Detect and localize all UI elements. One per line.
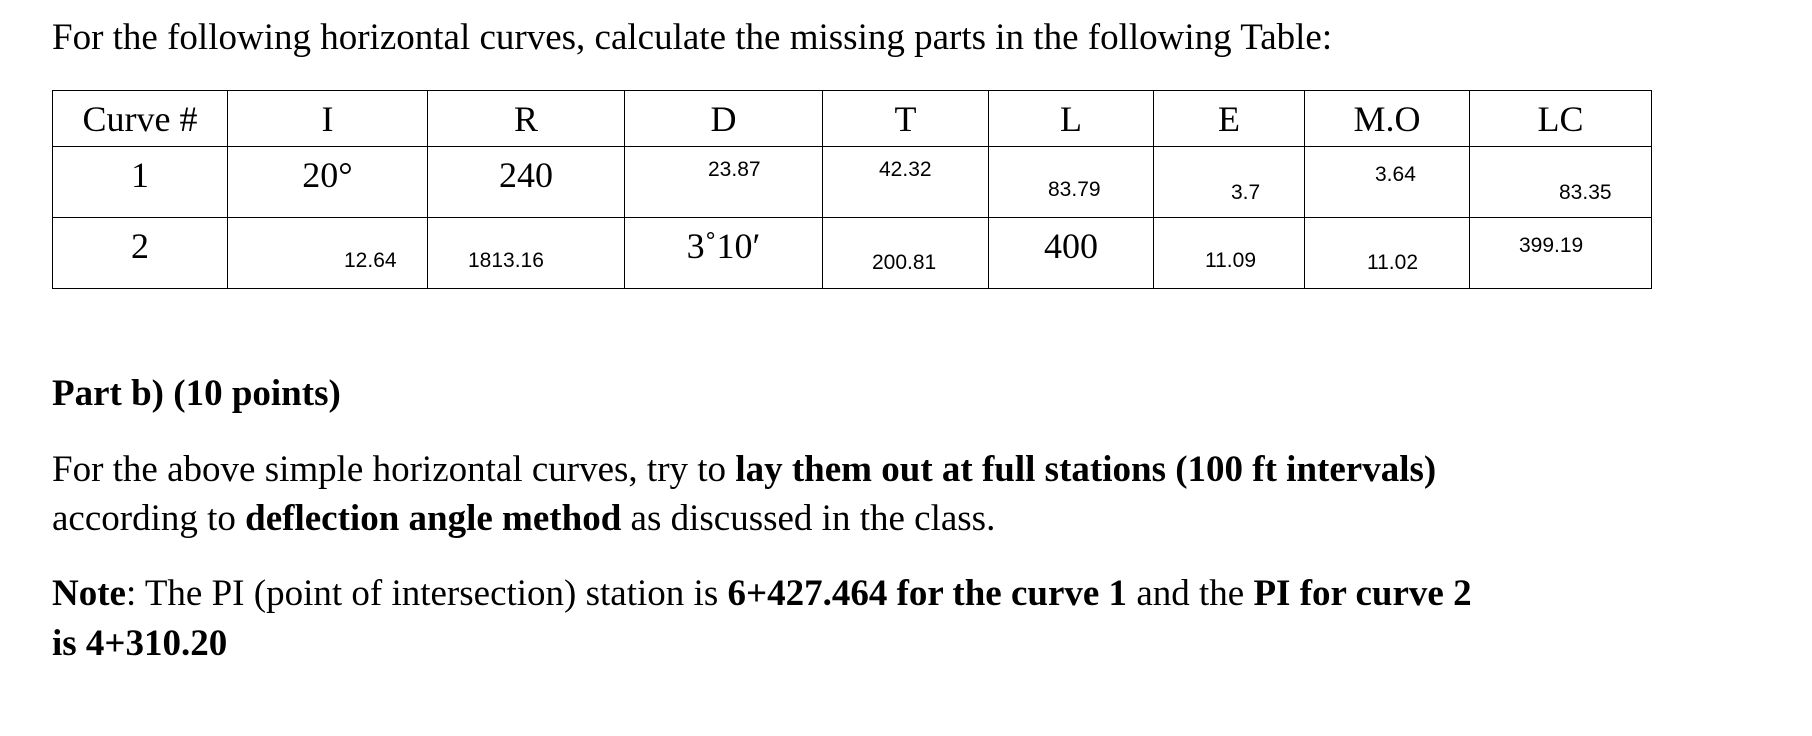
curve-1-l-value: 83.79 — [1048, 178, 1101, 201]
cell-long-chord — [1470, 218, 1652, 289]
part-b-title: Part b) (10 points) — [52, 373, 341, 414]
instruction-text: as discussed in the class. — [621, 498, 996, 539]
curve-1-r-value: 240 — [499, 155, 553, 195]
curve-2-e-value: 11.09 — [1205, 249, 1256, 272]
cell-middle-ordinate — [1305, 147, 1470, 218]
cell-degree-of-curve — [625, 218, 823, 289]
header-tangent: T — [823, 91, 989, 147]
header-degree-of-curve: D — [625, 91, 823, 147]
header-intersection-angle: I — [228, 91, 428, 147]
curve-1-e-value: 3.7 — [1231, 181, 1261, 204]
cell-intersection-angle — [228, 147, 428, 218]
instruction-text: according to — [52, 498, 246, 539]
cell-radius — [428, 218, 625, 289]
part-b-instruction-line-2 — [52, 494, 995, 544]
cell-length — [989, 218, 1154, 289]
curve-2-l-value: 400 — [1044, 226, 1098, 266]
cell-tangent — [823, 218, 989, 289]
table-header-row — [53, 91, 1652, 147]
cell-length — [989, 147, 1154, 218]
note-emphasis: is 4+310.20 — [52, 623, 228, 664]
table-row — [53, 147, 1652, 218]
curves-table — [52, 90, 1652, 289]
cell-long-chord — [1470, 147, 1652, 218]
curve-1-mo-value: 3.64 — [1375, 163, 1416, 186]
note-line-1 — [52, 569, 1472, 619]
header-curve-number: Curve # — [53, 91, 228, 147]
note-text: : The PI (point of intersection) station is — [125, 573, 728, 614]
part-b-instruction-line-1 — [52, 445, 1436, 495]
curve-2-number: 2 — [131, 226, 149, 266]
curve-2-t-value: 200.81 — [872, 251, 937, 274]
curve-2-r-value: 1813.16 — [468, 249, 544, 272]
cell-intersection-angle — [228, 218, 428, 289]
cell-degree-of-curve — [625, 147, 823, 218]
cell-external — [1154, 147, 1305, 218]
curve-1-d-value: 23.87 — [708, 158, 761, 181]
header-external: E — [1154, 91, 1305, 147]
curve-2-mo-value: 11.02 — [1367, 251, 1418, 274]
header-long-chord: LC — [1470, 91, 1652, 147]
curve-2-lc-value: 399.19 — [1519, 234, 1584, 257]
curve-1-i-value: 20° — [302, 155, 353, 195]
note-text: and the — [1127, 573, 1254, 614]
curve-2-d-value: 3˚10′ — [686, 226, 761, 266]
table-row — [53, 218, 1652, 289]
instructions-text: For the following horizontal curves, calculate the missing parts in the following Table: — [52, 17, 1333, 58]
instruction-text: For the above simple horizontal curves, try to — [52, 449, 736, 490]
note-line-2 — [52, 619, 227, 669]
note-label: Note — [52, 573, 126, 614]
note-emphasis: PI for curve 2 — [1253, 573, 1472, 614]
note-emphasis: 6+427.464 for the curve 1 — [727, 573, 1128, 614]
curve-1-lc-value: 83.35 — [1559, 181, 1612, 204]
header-length: L — [989, 91, 1154, 147]
header-radius: R — [428, 91, 625, 147]
curve-2-i-value: 12.64 — [344, 249, 397, 272]
cell-external — [1154, 218, 1305, 289]
curve-1-t-value: 42.32 — [879, 158, 932, 181]
cell-tangent — [823, 147, 989, 218]
cell-middle-ordinate — [1305, 218, 1470, 289]
cell-radius — [428, 147, 625, 218]
cell-curve-number — [53, 147, 228, 218]
header-middle-ordinate: M.O — [1305, 91, 1470, 147]
instruction-emphasis: lay them out at full stations (100 ft intervals) — [735, 449, 1437, 490]
curve-1-number: 1 — [131, 155, 149, 195]
instruction-emphasis: deflection angle method — [245, 498, 622, 539]
cell-curve-number — [53, 218, 228, 289]
